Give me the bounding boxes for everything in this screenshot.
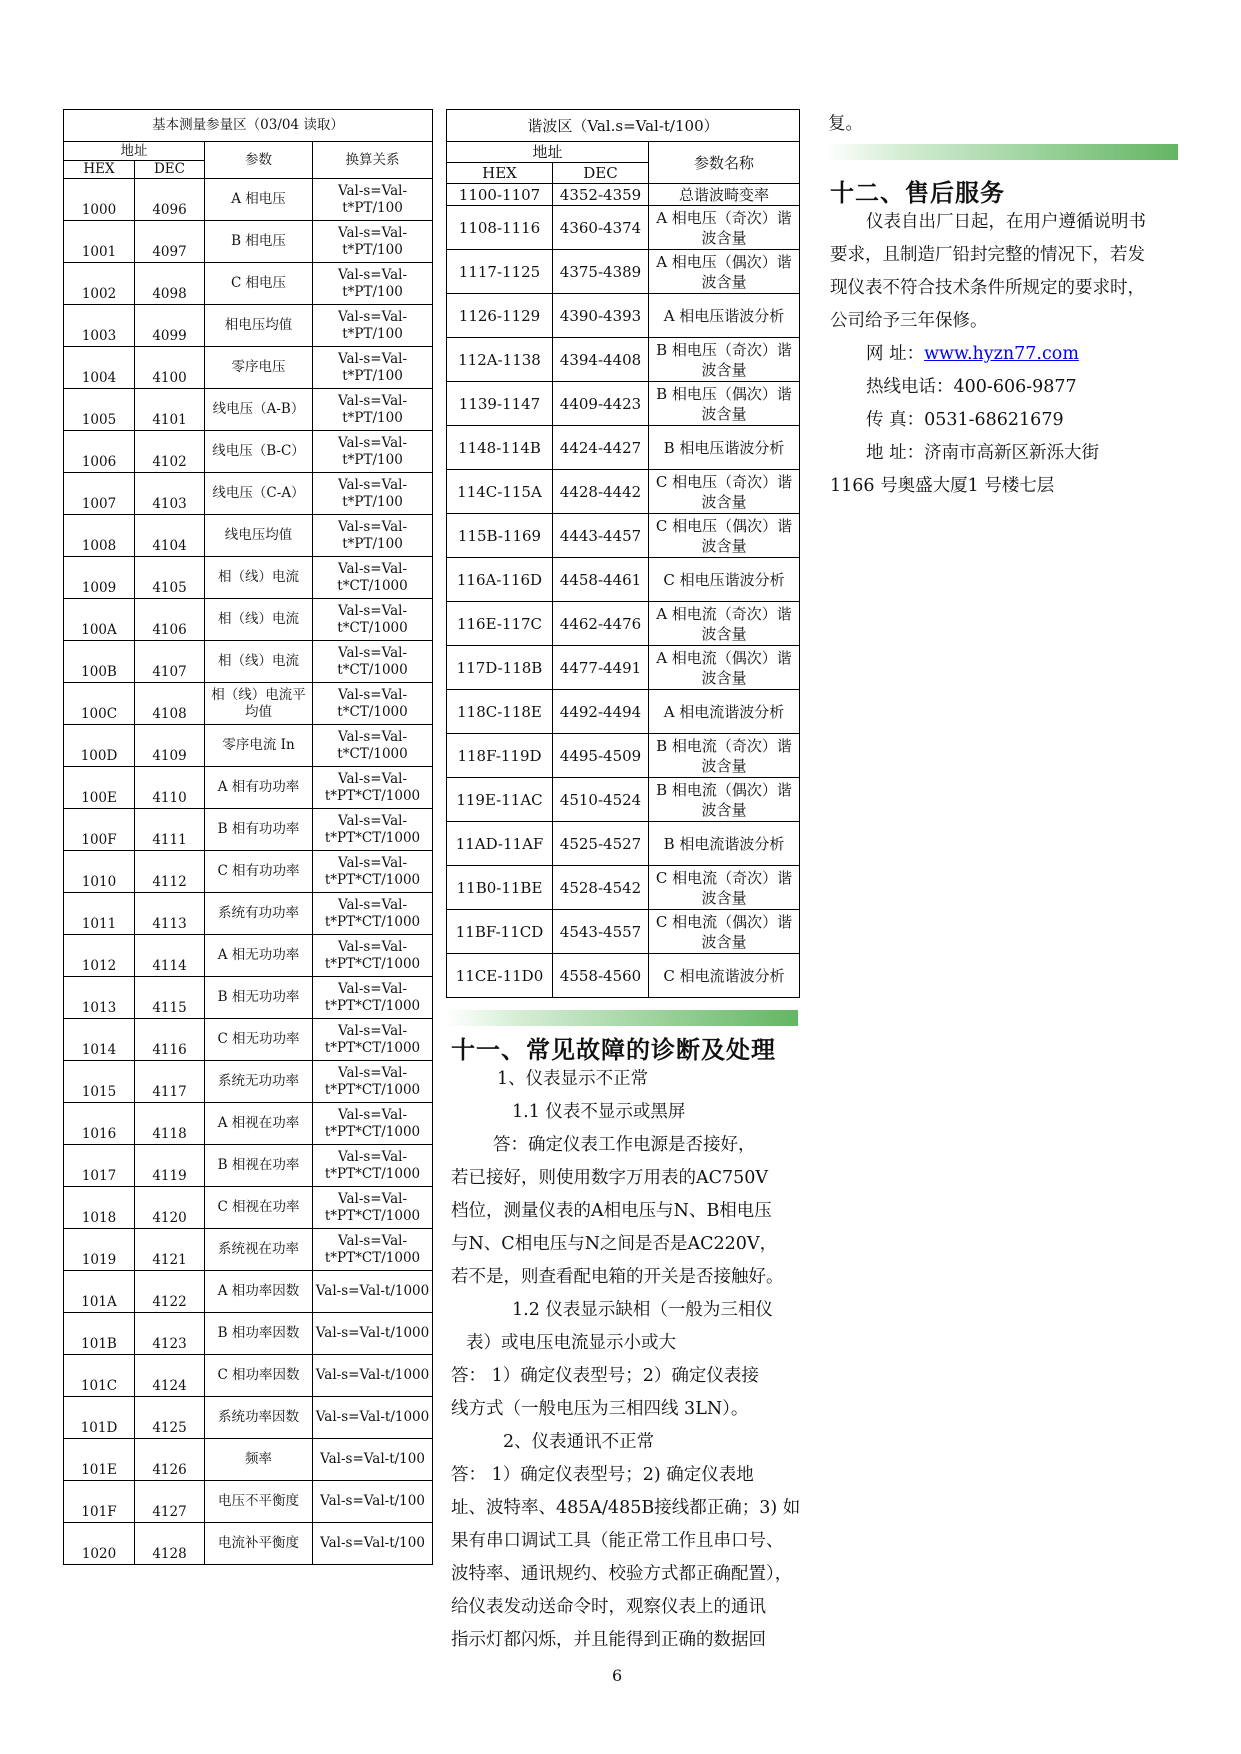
text-line: 若不是，则查看配电箱的开关是否接触好。 [451,1267,784,1287]
dec-cell: 4123 [135,1313,205,1355]
dec-cell: 4462-4476 [553,602,649,646]
hex-cell: 11B0-11BE [447,866,553,910]
text-line: 表）或电压电流显示小或大 [466,1333,676,1353]
dec-cell: 4558-4560 [553,954,649,998]
dec-cell: 4124 [135,1355,205,1397]
table-row [64,1439,433,1481]
param-cell: C 相有功功率 [205,851,313,893]
dec-cell: 4098 [135,263,205,305]
address-line: 地 址：济南市高新区新泺大街 [866,443,1100,463]
conversion-cell: Val-s=Val-t*PT/100 [313,305,433,347]
address-header: 地址 [64,142,205,161]
table-row [447,734,800,778]
hex-cell: 117D-118B [447,646,553,690]
param-cell: A 相电压谐波分析 [649,294,800,338]
text-line: 档位，测量仪表的A相电压与N、B相电压 [451,1201,772,1221]
website-label: 网 址： [866,344,925,364]
hex-cell: 100C [64,683,135,725]
hex-header: HEX [64,161,135,179]
param-cell: B 相电压（奇次）谐波含量 [649,338,800,382]
table-row [64,1061,433,1103]
hex-cell: 1000 [64,179,135,221]
conversion-cell: Val-s=Val-t*CT/1000 [313,599,433,641]
param-cell: A 相有功功率 [205,767,313,809]
param-cell: B 相电流（奇次）谐波含量 [649,734,800,778]
param-cell: 线电压均值 [205,515,313,557]
conversion-cell: Val-s=Val-t*CT/1000 [313,725,433,767]
dec-cell: 4127 [135,1481,205,1523]
hex-cell: 1108-1116 [447,206,553,250]
table-row [64,557,433,599]
section-divider-bar [826,144,1178,160]
fax-line: 传 真：0531-68621679 [866,410,1064,430]
param-cell: 电压不平衡度 [205,1481,313,1523]
param-cell: 系统功率因数 [205,1397,313,1439]
table-row [64,977,433,1019]
table-row [64,1187,433,1229]
conversion-cell: Val-s=Val-t*PT*CT/1000 [313,1187,433,1229]
table-row [447,470,800,514]
continuation-text: 复。 [828,114,863,134]
table-row [64,767,433,809]
hex-cell: 118F-119D [447,734,553,778]
param-cell: 系统有功功率 [205,893,313,935]
param-cell: 电流补平衡度 [205,1523,313,1565]
conversion-cell: Val-s=Val-t/100 [313,1523,433,1565]
hex-cell: 118C-118E [447,690,553,734]
param-cell: C 相电压（奇次）谐波含量 [649,470,800,514]
dec-cell: 4119 [135,1145,205,1187]
dec-cell: 4101 [135,389,205,431]
param-cell: B 相电压（偶次）谐波含量 [649,382,800,426]
table-row [64,1481,433,1523]
text-line: 答：确定仪表工作电源是否接好， [493,1135,756,1155]
conversion-cell: Val-s=Val-t/1000 [313,1271,433,1313]
table-row [447,866,800,910]
dec-cell: 4126 [135,1439,205,1481]
param-cell: A 相电流谐波分析 [649,690,800,734]
hotline-line: 热线电话：400-606-9877 [866,377,1077,397]
dec-cell: 4099 [135,305,205,347]
param-cell: B 相视在功率 [205,1145,313,1187]
table-row [64,641,433,683]
hex-cell: 119E-11AC [447,778,553,822]
hex-cell: 116A-116D [447,558,553,602]
param-cell: 零序电压 [205,347,313,389]
hex-cell: 1005 [64,389,135,431]
hex-cell: 11AD-11AF [447,822,553,866]
dec-cell: 4117 [135,1061,205,1103]
param-cell: A 相无功功率 [205,935,313,977]
param-cell: B 相功率因数 [205,1313,313,1355]
dec-cell: 4115 [135,977,205,1019]
conversion-cell: Val-s=Val-t*PT/100 [313,179,433,221]
dec-cell: 4103 [135,473,205,515]
dec-cell: 4097 [135,221,205,263]
table-row [447,954,800,998]
text-line: 址、波特率、485A/485B接线都正确；3) 如 [451,1498,801,1518]
table-row [64,683,433,725]
table-row [64,893,433,935]
param-cell: C 相电压谐波分析 [649,558,800,602]
text-line: 公司给予三年保修。 [830,311,988,331]
table-row [447,184,800,206]
dec-cell: 4104 [135,515,205,557]
param-cell: C 相电流谐波分析 [649,954,800,998]
conversion-cell: Val-s=Val-t*CT/1000 [313,641,433,683]
dec-cell: 4122 [135,1271,205,1313]
hex-cell: 115B-1169 [447,514,553,558]
hex-header: HEX [447,163,553,184]
param-cell: C 相电流（偶次）谐波含量 [649,910,800,954]
harmonic-table [446,109,800,998]
hex-cell: 1020 [64,1523,135,1565]
dec-cell: 4112 [135,851,205,893]
conversion-cell: Val-s=Val-t*PT/100 [313,431,433,473]
table-row [64,431,433,473]
hex-cell: 1008 [64,515,135,557]
param-cell: B 相电流（偶次）谐波含量 [649,778,800,822]
param-header: 参数 [205,142,313,179]
table-row [447,602,800,646]
hex-cell: 114C-115A [447,470,553,514]
hex-cell: 100D [64,725,135,767]
table-row [447,426,800,470]
dec-cell: 4525-4527 [553,822,649,866]
conversion-cell: Val-s=Val-t*CT/1000 [313,683,433,725]
param-cell: 线电压（B-C） [205,431,313,473]
param-cell: 相电压均值 [205,305,313,347]
hex-cell: 1117-1125 [447,250,553,294]
table-row [64,1019,433,1061]
conversion-cell: Val-s=Val-t*PT/100 [313,389,433,431]
conversion-header: 换算关系 [313,142,433,179]
param-cell: A 相功率因数 [205,1271,313,1313]
hex-cell: 1017 [64,1145,135,1187]
param-cell: A 相视在功率 [205,1103,313,1145]
text-line: 要求，且制造厂铅封完整的情况下，若发 [830,245,1145,265]
param-cell: A 相电压（偶次）谐波含量 [649,250,800,294]
conversion-cell: Val-s=Val-t/1000 [313,1397,433,1439]
table-row [64,935,433,977]
param-cell: 相（线）电流平均值 [205,683,313,725]
hex-cell: 100F [64,809,135,851]
text-line: 2、仪表通讯不正常 [503,1432,655,1452]
hex-cell: 100E [64,767,135,809]
dec-cell: 4477-4491 [553,646,649,690]
hex-cell: 1007 [64,473,135,515]
table-row [64,1313,433,1355]
hex-cell: 1002 [64,263,135,305]
dec-cell: 4120 [135,1187,205,1229]
dec-header: DEC [553,163,649,184]
hex-cell: 101E [64,1439,135,1481]
table-row [64,515,433,557]
hex-cell: 112A-1138 [447,338,553,382]
section-11-title: 十一、常见故障的诊断及处理 [451,1035,776,1064]
dec-cell: 4394-4408 [553,338,649,382]
table-row [64,599,433,641]
section-divider-bar [446,1010,798,1026]
table-caption: 谐波区（Val.s=Val-t/100） [447,110,800,142]
param-cell: A 相电流（奇次）谐波含量 [649,602,800,646]
hex-cell: 101A [64,1271,135,1313]
param-cell: 系统视在功率 [205,1229,313,1271]
param-cell: C 相视在功率 [205,1187,313,1229]
text-line: 现仪表不符合技术条件所规定的要求时， [830,278,1145,298]
conversion-cell: Val-s=Val-t*PT*CT/1000 [313,893,433,935]
hex-cell: 11BF-11CD [447,910,553,954]
param-cell: C 相电压 [205,263,313,305]
conversion-cell: Val-s=Val-t*PT*CT/1000 [313,1103,433,1145]
table-caption: 基本测量参量区（03/04 读取） [64,110,433,142]
dec-cell: 4096 [135,179,205,221]
conversion-cell: Val-s=Val-t*PT*CT/1000 [313,1019,433,1061]
hex-cell: 1012 [64,935,135,977]
conversion-cell: Val-s=Val-t/1000 [313,1313,433,1355]
param-cell: C 相电流（奇次）谐波含量 [649,866,800,910]
conversion-cell: Val-s=Val-t*PT/100 [313,515,433,557]
param-cell: B 相电流谐波分析 [649,822,800,866]
text-line: 答： 1）确定仪表型号；2) 确定仪表地 [451,1465,754,1485]
hex-cell: 1018 [64,1187,135,1229]
table-row [447,294,800,338]
dec-cell: 4543-4557 [553,910,649,954]
hex-cell: 1148-114B [447,426,553,470]
dec-cell: 4492-4494 [553,690,649,734]
hex-cell: 11CE-11D0 [447,954,553,998]
dec-cell: 4106 [135,599,205,641]
param-cell: 线电压（A-B） [205,389,313,431]
table-row [447,558,800,602]
table-row [64,1103,433,1145]
dec-cell: 4360-4374 [553,206,649,250]
text-line: 1、仪表显示不正常 [497,1069,649,1089]
dec-cell: 4110 [135,767,205,809]
table-row [447,778,800,822]
hex-cell: 1014 [64,1019,135,1061]
table-row [447,338,800,382]
table-row [64,347,433,389]
conversion-cell: Val-s=Val-t*PT*CT/1000 [313,767,433,809]
basic-measurement-table [63,109,433,1565]
dec-cell: 4443-4457 [553,514,649,558]
conversion-cell: Val-s=Val-t/100 [313,1439,433,1481]
table-row [447,822,800,866]
param-cell: 线电压（C-A） [205,473,313,515]
hex-cell: 1001 [64,221,135,263]
hex-cell: 1009 [64,557,135,599]
table-row [447,382,800,426]
param-cell: 相（线）电流 [205,599,313,641]
table-row [64,221,433,263]
text-line: 若已接好，则使用数字万用表的AC750V [451,1168,769,1188]
hex-cell: 1003 [64,305,135,347]
hex-cell: 1013 [64,977,135,1019]
table-row [64,1229,433,1271]
conversion-cell: Val-s=Val-t*PT*CT/1000 [313,1061,433,1103]
dec-cell: 4458-4461 [553,558,649,602]
param-cell: 相（线）电流 [205,557,313,599]
text-line: 果有串口调试工具（能正常工作且串口号、 [451,1531,784,1551]
param-header: 参数名称 [649,142,800,184]
param-cell: 频率 [205,1439,313,1481]
dec-cell: 4113 [135,893,205,935]
section-12-title: 十二、售后服务 [830,178,1005,207]
text-line: 指示灯都闪烁，并且能得到正确的数据回 [451,1630,766,1650]
hex-cell: 116E-117C [447,602,553,646]
page-number: 6 [612,1666,623,1685]
hex-cell: 1010 [64,851,135,893]
table-row [64,725,433,767]
table-row [64,305,433,347]
dec-header: DEC [135,161,205,179]
param-cell: A 相电压（奇次）谐波含量 [649,206,800,250]
text-line: 1.2 仪表显示缺相（一般为三相仪 [512,1300,773,1320]
table-row [64,1523,433,1565]
hex-cell: 1100-1107 [447,184,553,206]
conversion-cell: Val-s=Val-t*PT*CT/1000 [313,935,433,977]
conversion-cell: Val-s=Val-t*CT/1000 [313,557,433,599]
conversion-cell: Val-s=Val-t*PT*CT/1000 [313,1145,433,1187]
dec-cell: 4390-4393 [553,294,649,338]
table-row [447,514,800,558]
dec-cell: 4409-4423 [553,382,649,426]
table-row [447,690,800,734]
param-cell: B 相电压谐波分析 [649,426,800,470]
dec-cell: 4128 [135,1523,205,1565]
text-line: 1.1 仪表不显示或黑屏 [512,1102,686,1122]
hex-cell: 1004 [64,347,135,389]
dec-cell: 4424-4427 [553,426,649,470]
hex-cell: 1139-1147 [447,382,553,426]
table-row [64,473,433,515]
dec-cell: 4528-4542 [553,866,649,910]
conversion-cell: Val-s=Val-t*PT/100 [313,263,433,305]
param-cell: C 相无功功率 [205,1019,313,1061]
table-row [64,1271,433,1313]
dec-cell: 4111 [135,809,205,851]
text-line: 给仪表发动送命令时，观察仪表上的通讯 [451,1597,766,1617]
address-header: 地址 [447,142,649,163]
hex-cell: 101D [64,1397,135,1439]
conversion-cell: Val-s=Val-t/100 [313,1481,433,1523]
dec-cell: 4105 [135,557,205,599]
address-line: 1166 号奥盛大厦1 号楼七层 [830,476,1055,496]
table-row [64,1355,433,1397]
dec-cell: 4495-4509 [553,734,649,778]
table-row [64,1145,433,1187]
website-line [866,338,1079,371]
table-row [64,389,433,431]
conversion-cell: Val-s=Val-t*PT*CT/1000 [313,977,433,1019]
table-row [447,206,800,250]
hex-cell: 1015 [64,1061,135,1103]
param-cell: C 相电压（偶次）谐波含量 [649,514,800,558]
param-cell: A 相电压 [205,179,313,221]
dec-cell: 4100 [135,347,205,389]
hex-cell: 101F [64,1481,135,1523]
param-cell: B 相有功功率 [205,809,313,851]
text-line: 仪表自出厂日起，在用户遵循说明书 [866,212,1146,232]
dec-cell: 4352-4359 [553,184,649,206]
param-cell: A 相电流（偶次）谐波含量 [649,646,800,690]
hex-cell: 1016 [64,1103,135,1145]
dec-cell: 4510-4524 [553,778,649,822]
conversion-cell: Val-s=Val-t*PT/100 [313,221,433,263]
param-cell: B 相电压 [205,221,313,263]
dec-cell: 4428-4442 [553,470,649,514]
website-link[interactable]: www.hyzn77.com [924,344,1079,364]
conversion-cell: Val-s=Val-t*PT/100 [313,473,433,515]
table-row [64,809,433,851]
dec-cell: 4375-4389 [553,250,649,294]
dec-cell: 4107 [135,641,205,683]
hex-cell: 1126-1129 [447,294,553,338]
hex-cell: 101B [64,1313,135,1355]
dec-cell: 4125 [135,1397,205,1439]
dec-cell: 4121 [135,1229,205,1271]
table-row [447,646,800,690]
dec-cell: 4109 [135,725,205,767]
text-line: 波特率、通讯规约、校验方式都正确配置）， [451,1564,793,1584]
param-cell: C 相功率因数 [205,1355,313,1397]
param-cell: B 相无功功率 [205,977,313,1019]
dec-cell: 4102 [135,431,205,473]
hex-cell: 100B [64,641,135,683]
dec-cell: 4108 [135,683,205,725]
param-cell: 零序电流 In [205,725,313,767]
hex-cell: 100A [64,599,135,641]
hex-cell: 1011 [64,893,135,935]
table-row [447,910,800,954]
table-row [64,179,433,221]
text-line: 与N、C相电压与N之间是否是AC220V， [451,1234,778,1254]
conversion-cell: Val-s=Val-t*PT*CT/1000 [313,1229,433,1271]
dec-cell: 4116 [135,1019,205,1061]
dec-cell: 4114 [135,935,205,977]
text-line: 答： 1）确定仪表型号；2）确定仪表接 [451,1366,759,1386]
conversion-cell: Val-s=Val-t*PT*CT/1000 [313,851,433,893]
text-line: 线方式（一般电压为三相四线 3LN）。 [451,1399,749,1419]
hex-cell: 1006 [64,431,135,473]
conversion-cell: Val-s=Val-t/1000 [313,1355,433,1397]
hex-cell: 101C [64,1355,135,1397]
dec-cell: 4118 [135,1103,205,1145]
table-row [447,250,800,294]
table-row [64,1397,433,1439]
conversion-cell: Val-s=Val-t*PT*CT/1000 [313,809,433,851]
table-row [64,851,433,893]
param-cell: 系统无功功率 [205,1061,313,1103]
hex-cell: 1019 [64,1229,135,1271]
conversion-cell: Val-s=Val-t*PT/100 [313,347,433,389]
param-cell: 总谐波畸变率 [649,184,800,206]
table-row [64,263,433,305]
param-cell: 相（线）电流 [205,641,313,683]
